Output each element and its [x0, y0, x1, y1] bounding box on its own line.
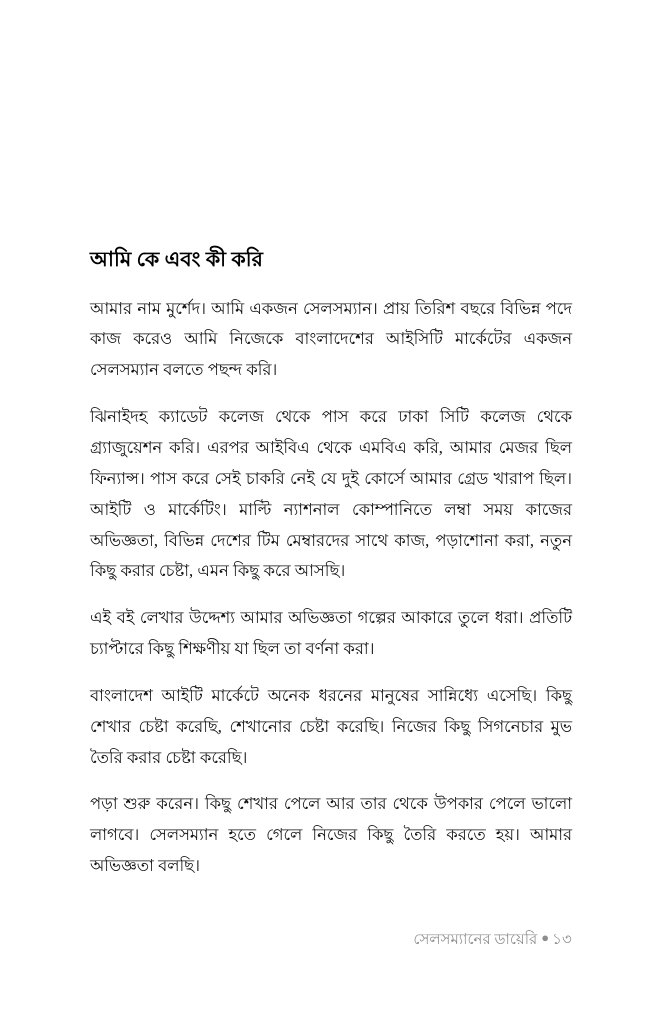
- body-paragraph: পড়া শুরু করেন। কিছু শেখার পেলে আর তার থেকে উপকার পেলে ভালো লাগবে। সেলসম্যান হতে গেলে নিজের কিছু তৈরি করতে হয়। আমার অভিজ্ঞতা বলছি।: [90, 794, 572, 876]
- footer-separator-icon: ●: [541, 930, 550, 945]
- running-footer: [0, 930, 572, 951]
- footer-book-title: সেলসম্যানের ডায়েরি: [413, 932, 538, 948]
- chapter-title: আমি কে এবং কী করি: [90, 249, 264, 271]
- body-paragraph: এই বই লেখার উদ্দেশ্য আমার অভিজ্ঞতা গল্পের আকারে তুলে ধরা। প্রতিটি চ্যাপ্টারে কিছু শিক্ষণীয় যা ছিল তা বর্ণনা করা।: [90, 608, 572, 659]
- page-content: [90, 248, 572, 882]
- body-paragraph: আমার নাম মুর্শেদ। আমি একজন সেলসম্যান। প্রায় তিরিশ বছরে বিভিন্ন পদে কাজ করেও আমি নিজেকে বাংলাদেশের আইসিটি মার্কেটের একজন সেলসম্যান বলতে পছন্দ করি।: [90, 298, 572, 380]
- body-paragraph: ঝিনাইদহ ক্যাডেট কলেজ থেকে পাস করে ঢাকা সিটি কলেজ থেকে গ্র্যাজুয়েশন করি। এরপর আইবিএ থেকে এমবিএ করি, আমার মেজর ছিল ফিন্যান্স। পাস করে সেই চাকরি নেই যে দুই কোর্সে আমার গ্রেড খারাপ ছিল। আইটি ও মার্কেটিং। মাল্টি ন্যাশনাল কোম্পানিতে লম্বা সময় কাজের অভিজ্ঞতা, বিভিন্ন দেশের টিম মেম্বারদের সাথে কাজ, পড়াশোনা করা, নতুন কিছু করার চেষ্টা, এমন কিছু করে আসছি।: [90, 407, 572, 581]
- page-number: ১৩: [552, 932, 572, 948]
- body-paragraph: বাংলাদেশ আইটি মার্কেটে অনেক ধরনের মানুষের সান্নিধ্যে এসেছি। কিছু শেখার চেষ্টা করেছি, শেখানোর চেষ্টা করেছি। নিজের কিছু সিগনেচার মুভ তৈরি করার চেষ্টা করেছি।: [90, 685, 572, 767]
